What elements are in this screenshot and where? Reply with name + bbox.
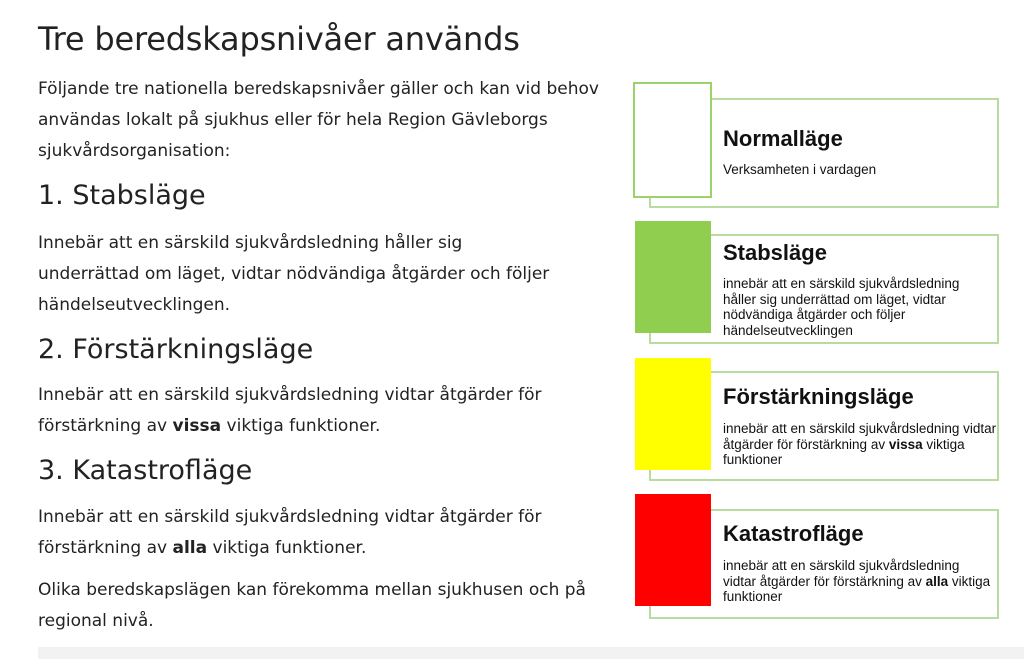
level-desc-katastroflage: innebär att en särskild sjukvårdsledning vidtar åtgärder för förstärkning av alla viktiga funktioner [723, 558, 991, 604]
section-text-katastroflage: Innebär att en särskild sjukvårdsledning vidtar åtgärder för förstärkning av alla viktiga funktioner. [38, 507, 542, 558]
level-desc-stabslage: innebär att en särskild sjukvårdsledning håller sig underrättad om läget, vidtar nödvändiga åtgärder och följer händelseutvecklingen [723, 276, 960, 338]
level-swatch-forstarkningslage [635, 358, 711, 470]
intro-paragraph: Följande tre nationella beredskapsnivåer gäller och kan vid behov användas lokalt på sjukhus eller för hela Region Gävleborgs sjukvårdsorganisation: [38, 79, 599, 161]
section-heading-forstarkningslage: 2. Förstärkningsläge [38, 334, 314, 365]
footer-bar [38, 647, 1024, 659]
section-text-forstarkningslage: Innebär att en särskild sjukvårdsledning vidtar åtgärder för förstärkning av vissa viktiga funktioner. [38, 385, 542, 436]
page-title: Tre beredskapsnivåer används [38, 20, 520, 58]
level-title-stabslage: Stabsläge [723, 240, 827, 265]
level-swatch-stabslage [635, 221, 711, 333]
level-title-katastroflage: Katastrofläge [723, 521, 864, 546]
level-title-normallage: Normalläge [723, 126, 843, 151]
section-heading-stabslage: 1. Stabsläge [38, 180, 206, 211]
level-swatch-katastroflage [635, 494, 711, 606]
section-text-stabslage: Innebär att en särskild sjukvårdsledning håller sig underrättad om läget, vidtar nödvändiga åtgärder och följer händelseutvecklingen. [38, 233, 550, 315]
level-title-forstarkningslage: Förstärkningsläge [723, 384, 914, 409]
level-desc-normallage: Verksamheten i vardagen [723, 162, 877, 177]
closing-paragraph: Olika beredskapslägen kan förekomma mellan sjukhusen och på regional nivå. [38, 580, 586, 631]
section-heading-katastroflage: 3. Katastrofläge [38, 455, 253, 486]
level-desc-forstarkningslage: innebär att en särskild sjukvårdsledning vidtar åtgärder för förstärkning av vissa viktiga funktioner [723, 421, 997, 467]
level-swatch-normallage [633, 82, 712, 198]
